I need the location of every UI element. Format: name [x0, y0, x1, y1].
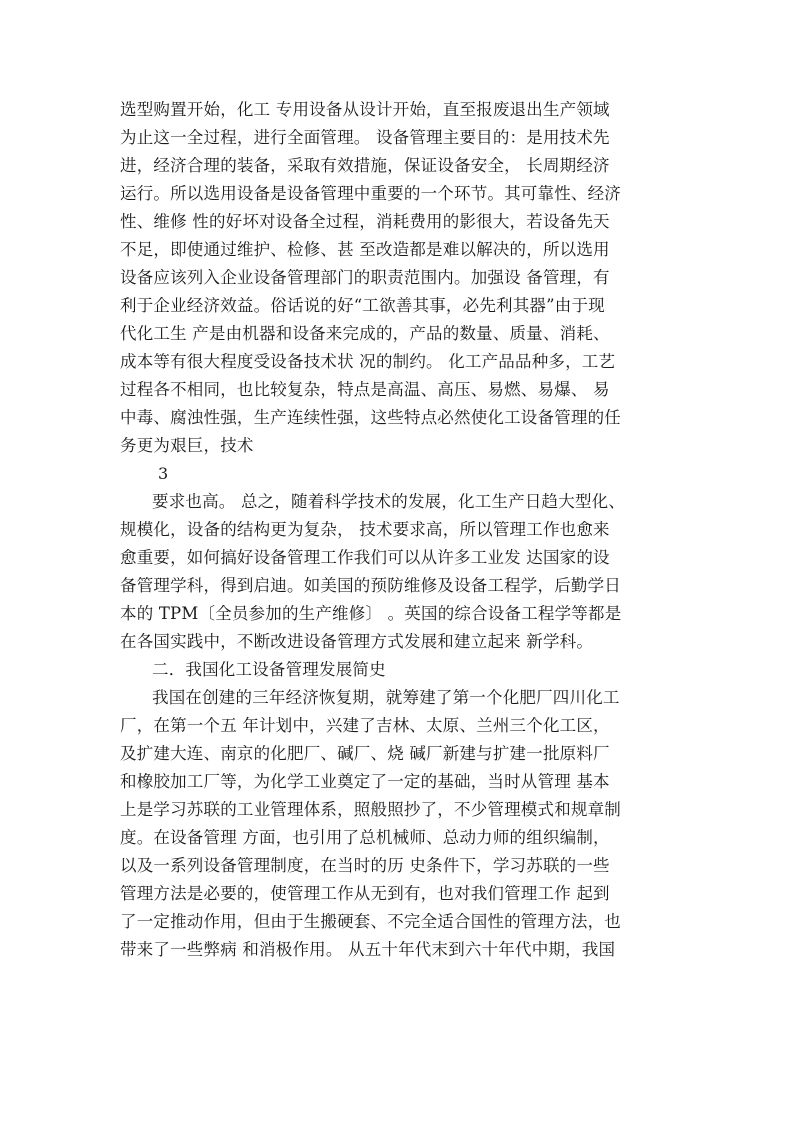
text-line: 设备应该列入企业设备管理部门的职责范围内。加强设 备管理，有 — [120, 268, 610, 287]
page-number: 3 — [158, 464, 169, 483]
text-line: 规模化，设备的结构更为复杂， 技术要求高，所以管理工作也愈来 — [120, 520, 610, 539]
text-line: 和橡胶加工厂等，为化学工业奠定了一定的基础，当时从管理 基本 — [120, 772, 610, 791]
document-page — [120, 96, 684, 964]
text-line: 进，经济合理的装备，采取有效措施，保证设备安全， 长周期经济 — [120, 156, 610, 175]
paragraph-history — [120, 684, 684, 964]
text-line: 代化工生 产是由机器和设备来完成的，产品的数量、质量、消耗、 — [120, 324, 610, 343]
text-line: 带来了一些弊病 和消极作用。 从五十年代末到六十年代中期，我国 — [120, 940, 616, 959]
text-line: 中毒、腐浊性强，生产连续性强，这些特点必然使化工设备管理的任 — [120, 408, 621, 427]
text-line: 务更为艰巨，技术 — [120, 436, 254, 455]
text-line: 在各国实践中，不断改进设备管理方式发展和建立起来 新学科。 — [120, 632, 594, 651]
text-line: 过程各不相同，也比较复杂，特点是高温、高压、易燃、易爆、 易 — [120, 380, 610, 399]
text-line: 性、维修 性的好坏对设备全过程，消耗费用的影很大，若设备先天 — [120, 212, 610, 231]
text-line: 管理方法是必要的，使管理工作从无到有，也对我们管理工作 起到 — [120, 884, 610, 903]
text-line: 及扩建大连、南京的化肥厂、碱厂、烧 碱厂新建与扩建一批原料厂 — [120, 744, 610, 763]
text-line: 成本等有很大程度受设备技术状 况的制约。 化工产品品种多，工艺 — [120, 352, 616, 371]
text-line: 本的 TPM〔全员参加的生产维修〕 。英国的综合设备工程学等都是 — [120, 604, 622, 623]
text-line: 选型购置开始，化工 专用设备从设计开始，直至报废退出生产领域 — [120, 100, 610, 119]
text-line: 愈重要，如何搞好设备管理工作我们可以从许多工业发 达国家的设 — [120, 548, 610, 567]
section-heading: 二．我国化工设备管理发展简史 — [152, 660, 386, 679]
text-line: 运行。所以选用设备是设备管理中重要的一个环节。其可靠性、经济 — [120, 184, 621, 203]
text-line: 我国在创建的三年经济恢复期，就筹建了第一个化肥厂四川化工 — [152, 688, 620, 707]
text-line: 为止这一全过程，进行全面管理。 设备管理主要目的：是用技术先 — [120, 128, 610, 147]
paragraph-equipment-management — [120, 96, 684, 460]
text-line: 不足，即使通过维护、检修、甚 至改造都是难以解决的，所以选用 — [120, 240, 610, 259]
text-line: 厂，在第一个五 年计划中，兴建了吉林、太原、兰州三个化工区， — [120, 716, 610, 735]
text-line: 备管理学科，得到启迪。如美国的预防维修及设备工程学，后勤学日 — [120, 576, 621, 595]
text-line: 利于企业经济效益。俗话说的好“工欲善其事，必先利其器”由于现 — [120, 296, 605, 315]
text-line: 度。在设备管理 方面，也引用了总机械师、总动力师的组织编制， — [120, 828, 610, 847]
text-line: 了一定推动作用，但由于生搬硬套、不完全适合国性的管理方法，也 — [120, 912, 621, 931]
text-line: 上是学习苏联的工业管理体系，照般照抄了，不少管理模式和规章制 — [120, 800, 621, 819]
paragraph-development — [120, 488, 684, 656]
text-line: 要求也高。 总之，随着科学技术的发展，化工生产日趋大型化、 — [152, 492, 626, 511]
text-line: 以及一系列设备管理制度，在当时的历 史条件下，学习苏联的一些 — [120, 856, 610, 875]
